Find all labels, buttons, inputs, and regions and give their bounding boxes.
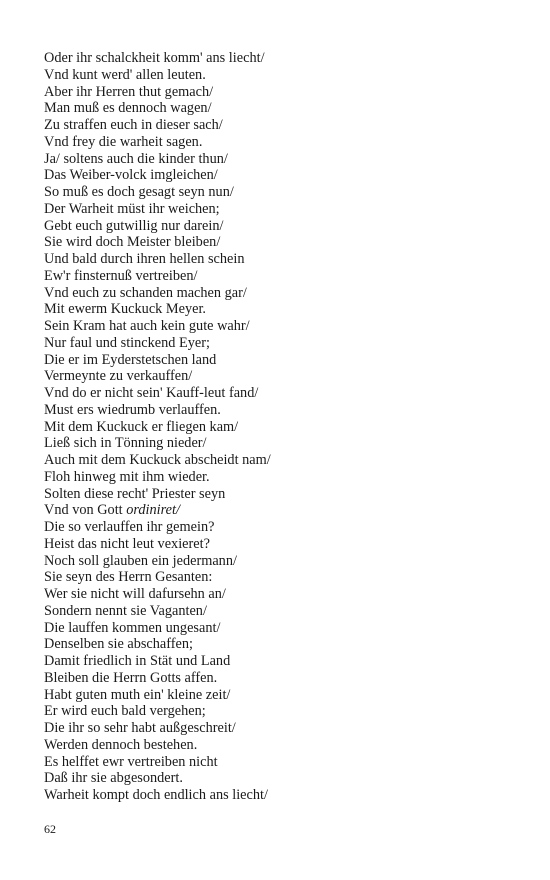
poem-text bbox=[44, 50, 514, 804]
poem-line: Habt guten muth ein' kleine zeit/ bbox=[44, 686, 231, 703]
poem-line: Warheit kompt doch endlich ans liecht/ bbox=[44, 787, 268, 803]
poem-line: Daß ihr sie abgesondert. bbox=[44, 770, 183, 787]
poem-line: Die er im Eyderstetschen land bbox=[44, 351, 217, 368]
poem-line: Sie seyn des Herrn Gesanten: bbox=[44, 569, 213, 586]
poem-line: Bleiben die Herrn Gotts affen. bbox=[44, 669, 218, 686]
poem-line: Nur faul und stinckend Eyer; bbox=[44, 334, 210, 351]
poem-line: Zu straffen euch in dieser sach/ bbox=[44, 117, 223, 133]
poem-line: Vnd do er nicht sein' Kauff-leut fand/ bbox=[44, 385, 259, 401]
poem-line: Die so verlauffen ihr gemein? bbox=[44, 519, 215, 535]
poem-line: Werden dennoch bestehen. bbox=[44, 736, 198, 753]
poem-line: Ließ sich in Tönning nieder/ bbox=[44, 435, 207, 452]
poem-line: So muß es doch gesagt seyn nun/ bbox=[44, 184, 234, 200]
poem-line: Solten diese recht' Priester seyn bbox=[44, 485, 226, 502]
poem-line: Ja/ soltens auch die kinder thun/ bbox=[44, 150, 228, 167]
poem-line: Heist das nicht leut vexieret? bbox=[44, 535, 210, 552]
poem-line: Vnd kunt werd' allen leuten. bbox=[44, 66, 206, 83]
poem-line: Sein Kram hat auch kein gute wahr/ bbox=[44, 318, 250, 334]
poem-line: Oder ihr schalckheit komm' ans liecht/ bbox=[44, 50, 265, 66]
poem-line: Must ers wiedrumb verlauffen. bbox=[44, 401, 221, 418]
poem-line-roman-part: Vnd von Gott bbox=[44, 502, 123, 519]
poem-line: Sie wird doch Meister bleiben/ bbox=[44, 234, 221, 251]
poem-line: Er wird euch bald vergehen; bbox=[44, 703, 206, 720]
page-number: 62 bbox=[44, 822, 56, 836]
poem-line: Wer sie nicht will dafursehn an/ bbox=[44, 586, 226, 602]
poem-line: Und bald durch ihren hellen schein bbox=[44, 251, 245, 267]
poem-line: Gebt euch gutwillig nur darein/ bbox=[44, 217, 224, 234]
poem-line: Damit friedlich in Stät und Land bbox=[44, 653, 231, 669]
poem-line: Es helffet ewr vertreiben nicht bbox=[44, 753, 218, 770]
poem-line: Mit ewerm Kuckuck Meyer. bbox=[44, 301, 206, 318]
poem-line: Denselben sie abschaffen; bbox=[44, 636, 194, 653]
poem-line: Das Weiber-volck imgleichen/ bbox=[44, 167, 218, 184]
poem-line: Vermeynte zu verkauffen/ bbox=[44, 368, 193, 385]
poem-line: Man muß es dennoch wagen/ bbox=[44, 100, 212, 117]
poem-line: Ew'r finsternuß vertreiben/ bbox=[44, 267, 198, 284]
poem-line: Vnd euch zu schanden machen gar/ bbox=[44, 284, 247, 301]
poem-line: Vnd frey die warheit sagen. bbox=[44, 133, 203, 150]
poem-line: Aber ihr Herren thut gemach/ bbox=[44, 83, 214, 100]
poem-line-mixed bbox=[44, 502, 514, 519]
poem-line: Sondern nennt sie Vaganten/ bbox=[44, 602, 207, 619]
poem-line-italic-part: ordiniret/ bbox=[126, 502, 180, 519]
poem-line: Auch mit dem Kuckuck abscheidt nam/ bbox=[44, 452, 271, 468]
poem-line: Mit dem Kuckuck er fliegen kam/ bbox=[44, 418, 239, 435]
poem-line: Die ihr so sehr habt außgeschreit/ bbox=[44, 720, 236, 736]
poem-line: Noch soll glauben ein jedermann/ bbox=[44, 552, 237, 569]
poem-line: Die lauffen kommen ungesant/ bbox=[44, 619, 221, 636]
poem-line: Der Warheit müst ihr weichen; bbox=[44, 200, 220, 217]
poem-line: Floh hinweg mit ihm wieder. bbox=[44, 468, 210, 485]
